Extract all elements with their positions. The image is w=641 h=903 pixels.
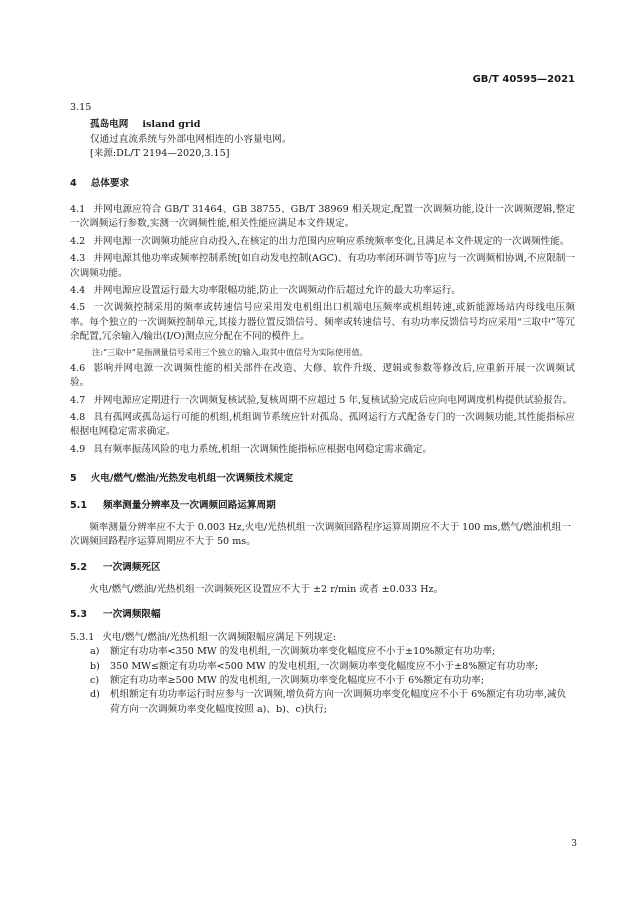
clause-4-3 [70,252,575,281]
clause-number: 4.6 [70,362,86,374]
list-item-text: 机组额定有功功率运行时应参与一次调频,增负荷方向一次调频功率变化幅度应不小于 6%额定有功功率,减负荷方向一次调频功率变化幅度按照 a)、b)、c)执行; [110,689,567,715]
clause-text: 影响并网电源一次调频性能的相关部件在改造、大修、软件升级、逻辑或参数等修改后,应重新开展一次调频试验。 [70,362,575,389]
list-marker: a) [90,646,100,658]
paragraph-5-2: 火电/燃气/燃油/光热机组一次调频死区设置应不大于 ±2 r/min 或者 ±0.033 Hz。 [89,584,444,596]
section-number: 4 [70,177,77,189]
clause-number: 5.3.1 [70,631,95,643]
list-item [90,660,575,674]
list-item-text: 额定有功功率<350 MW 的发电机组,一次调频功率变化幅度应不小于±10%额定有功功率; [110,646,496,658]
list-item [90,674,575,688]
term-name-cn: 孤岛电网 [90,119,129,131]
section-title: 火电/燃气/燃油/光热发电机组一次调频技术规定 [90,473,294,485]
section-heading-5 [70,472,575,486]
subsection-title: 一次调频限幅 [103,609,161,621]
clause-number: 4.7 [70,394,86,406]
term-name-en: island grid [142,119,201,131]
clause-number: 4.8 [70,411,86,423]
list-marker: d) [90,689,100,701]
clause-text: 具有频率振荡风险的电力系统,机组一次调频性能指标应根据电网稳定需求确定。 [93,443,433,455]
term-name [90,118,575,132]
clause-number: 4.1 [70,203,86,215]
list-item [90,688,575,717]
standard-code-header: GB/T 40595—2021 [472,74,575,85]
subsection-title: 频率测量分辨率及一次调频回路运算周期 [103,499,276,511]
subsection-heading-5-1 [70,499,575,513]
clause-text: 并网电源一次调频功能应自动投入,在核定的出力范围内应响应系统频率变化,且满足本文件规定的一次调频性能。 [93,235,570,247]
clause-number: 4.2 [70,235,86,247]
section-title: 总体要求 [90,177,130,189]
subsection-number: 5.2 [70,561,87,573]
clause-4-1 [70,203,575,232]
clause-4-7 [70,394,575,408]
section-number: 5 [70,473,77,485]
subsection-heading-5-2 [70,561,575,575]
clause-4-8 [70,411,575,440]
clause-4-2 [70,235,575,249]
requirement-list [90,645,575,717]
subsection-title: 一次调频死区 [103,561,161,573]
term-definition: 仅通过直流系统与外部电网相连的小容量电网。 [90,133,292,145]
clause-4-5 [70,301,575,344]
page-content [70,96,575,717]
list-marker: b) [90,660,100,672]
clause-number: 4.4 [70,284,86,296]
subsection-heading-5-3 [70,608,575,622]
page-number: 3 [571,839,577,849]
list-item [90,645,575,659]
subsection-number: 5.1 [70,499,87,511]
clause-text: 并网电源其他功率或频率控制系统[如自动发电控制(AGC)、有功功率闭环调节等]应与一次调频相协调,不应限制一次调频功能。 [70,253,575,279]
clause-4-9 [70,443,575,457]
subsection-number: 5.3 [70,609,87,621]
term-source: [来源:DL/T 2194—2020,3.15] [90,148,230,160]
list-item-text: 350 MW≤额定有功功率<500 MW 的发电机组,一次调频功率变化幅度应不小于±8%额定有功功率; [110,660,539,672]
clause-text: 并网电源应定期进行一次调频复核试验,复核周期不应超过 5 年,复核试验完成后应向电网调度机构提供试验报告。 [93,394,573,406]
section-heading-4 [70,177,575,191]
list-marker: c) [90,675,100,687]
clause-text: 具有孤网或孤岛运行可能的机组,机组调节系统应针对孤岛、孤网运行方式配备专门的一次调频功能,其性能指标应根据电网稳定需求确定。 [70,411,575,438]
clause-number: 4.3 [70,253,86,265]
clause-number: 4.9 [70,443,86,455]
clause-text: 一次调频控制采用的频率或转速信号应采用发电机组出口机端电压频率或机组转速,或新能源场站内母线电压频率。每个独立的一次调频控制单元,其接力器位置反馈信号、频率或转速信号、有功功率反馈信号均应采用“三取中”等冗余配置,冗余输入/输出(I/O)测点应分配在不同的模件上。 [70,302,575,343]
clause-number: 4.5 [70,302,86,314]
clause-text: 火电/燃气/燃油/光热机组一次调频限幅应满足下列规定: [102,631,337,643]
clause-4-4 [70,284,575,298]
clause-5-3-1 [70,631,575,645]
clause-4-6 [70,362,575,391]
clause-note: 注:“三取中”是指测量信号采用三个独立的输入,取其中值信号为实际使用值。 [92,347,368,358]
paragraph-5-1: 频率测量分辨率应不大于 0.003 Hz,火电/光热机组一次调频回路程序运算周期应不大于 100 ms,燃气/燃油机组一次调频回路程序运算周期应不大于 50 ms。 [70,521,571,548]
list-item-text: 额定有功功率≥500 MW 的发电机组,一次调频功率变化幅度应不小于 6%额定有功功率; [110,675,485,687]
term-number: 3.15 [70,102,92,113]
clause-text: 并网电源应符合 GB/T 31464、GB 38755、GB/T 38969 相关规定,配置一次调频功能,设计一次调频逻辑,整定一次调频运行参数,实测一次调频性能,相关性能应满足本文件规定。 [70,203,575,230]
clause-text: 并网电源应设置运行最大功率限幅功能,防止一次调频动作后超过允许的最大功率运行。 [93,284,461,296]
